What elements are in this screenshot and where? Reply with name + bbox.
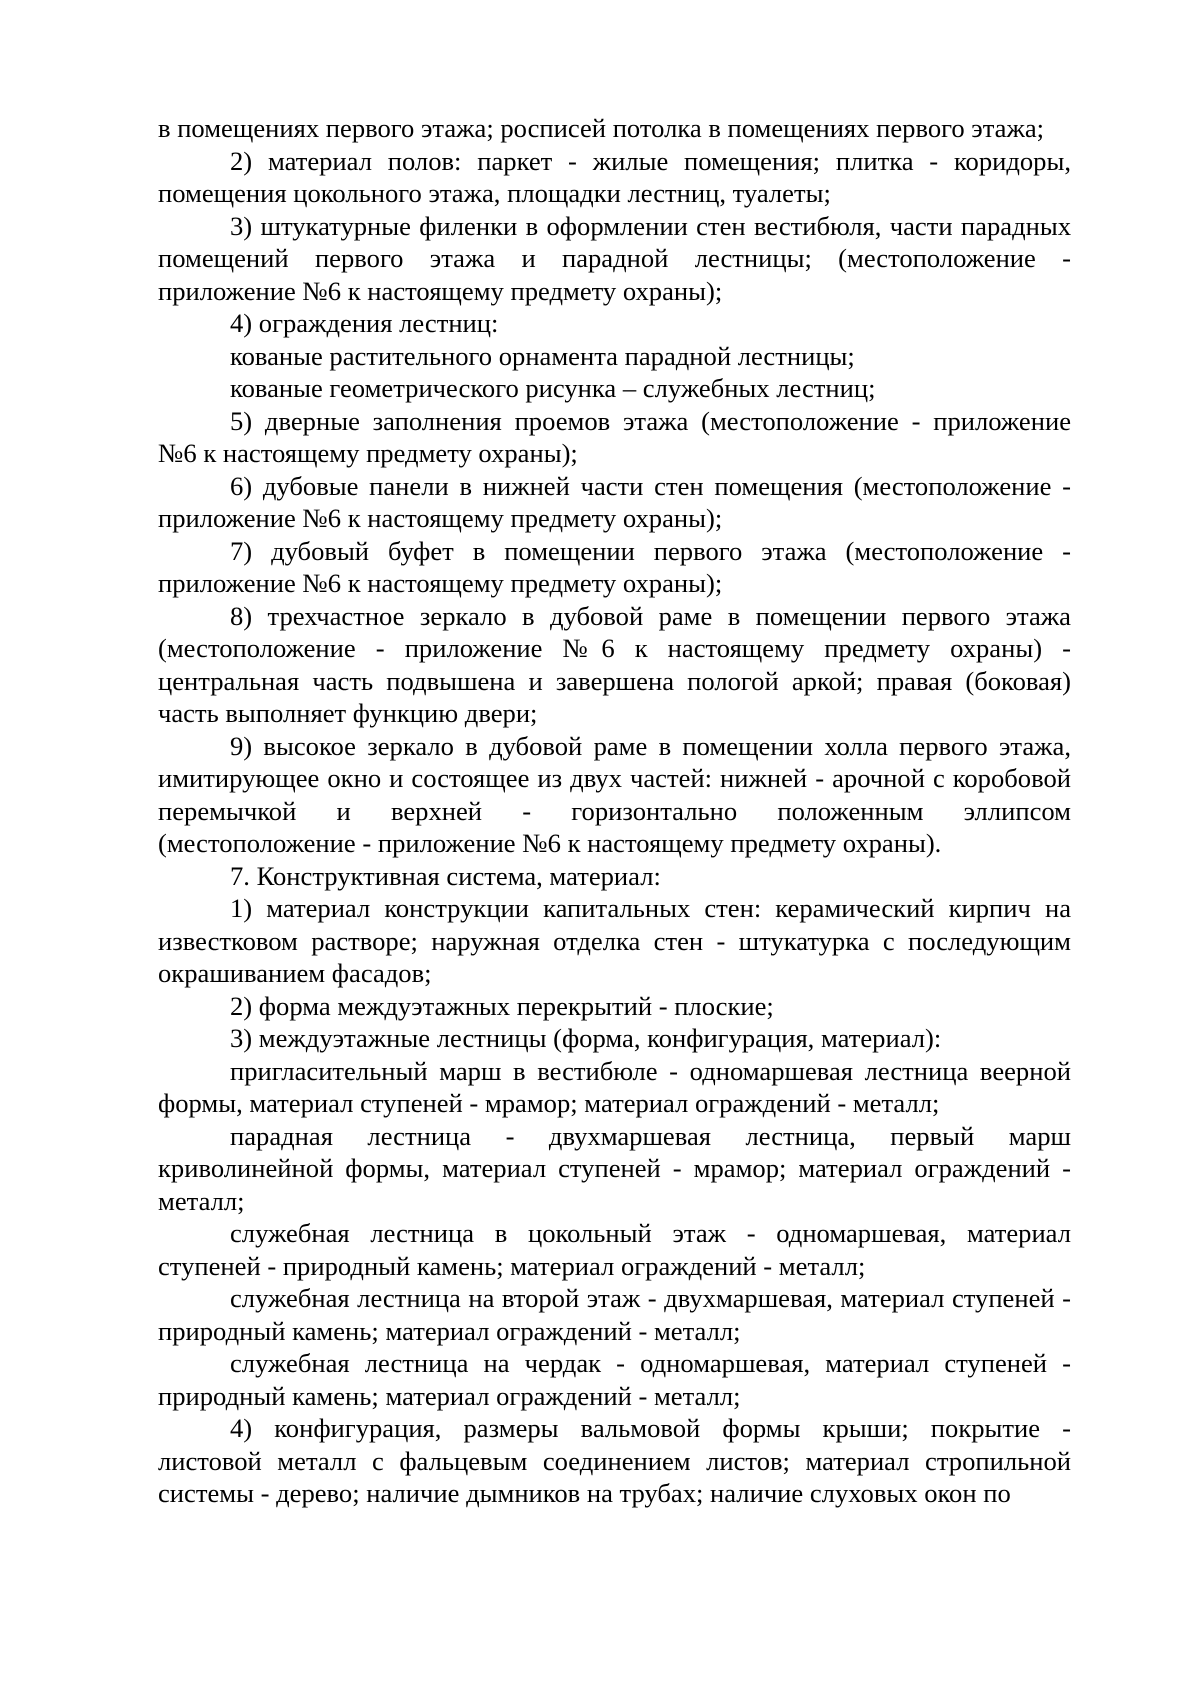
paragraph-14: 2) форма междуэтажных перекрытий - плоские;: [230, 990, 774, 1021]
paragraph-13: 1) материал конструкции капитальных стен: керамический кирпич на известковом растворе; наружная отделка стен - штукатурка с последующим окрашиванием фасадов;: [158, 893, 1071, 988]
paragraph-15: 3) междуэтажные лестницы (форма, конфигурация, материал):: [230, 1023, 942, 1053]
paragraph-9: 7) дубовый буфет в помещении первого этажа (местоположение - приложение №6 к настоящему предмету охраны);: [158, 535, 1071, 598]
document-page: [158, 112, 1071, 1510]
paragraph-2: 2) материал полов: паркет - жилые помещения; плитка - коридоры, помещения цокольного этажа, площадки лестниц, туалеты;: [158, 145, 1071, 208]
paragraph-3: 3) штукатурные филенки в оформлении стен вестибюля, части парадных помещений первого этажа и парадной лестницы; (местоположение - приложение №6 к настоящему предмету охраны);: [158, 210, 1071, 306]
paragraph-17: парадная лестница - двухмаршевая лестница, первый марш криволинейной формы, материал ступеней - мрамор; материал ограждений - металл;: [158, 1120, 1071, 1216]
paragraph-8: 6) дубовые панели в нижней части стен помещения (местоположение - приложение №6 к настоящему предмету охраны);: [158, 470, 1071, 533]
paragraph-4: 4) ограждения лестниц:: [230, 308, 499, 338]
paragraph-19: служебная лестница на второй этаж - двухмаршевая, материал ступеней - природный камень; материал ограждений - металл;: [158, 1283, 1071, 1346]
paragraph-7: 5) дверные заполнения проемов этажа (местоположение - приложение №6 к настоящему предмету охраны);: [158, 405, 1071, 468]
paragraph-5: кованые растительного орнамента парадной лестницы;: [230, 340, 855, 371]
paragraph-11: 9) высокое зеркало в дубовой раме в помещении холла первого этажа, имитирующее окно и состоящее из двух частей: нижней - арочной с коробовой перемычкой и верхней - горизонтально положенным эллипсом (местоположение - приложение №6 к настоящему предмету охраны).: [158, 730, 1071, 858]
section-heading-7: 7. Конструктивная система, материал:: [230, 860, 661, 891]
paragraph-16: пригласительный марш в вестибюле - одномаршевая лестница веерной формы, материал ступеней - мрамор; материал ограждений - металл;: [158, 1055, 1071, 1118]
paragraph-20: служебная лестница на чердак - одномаршевая, материал ступеней - природный камень; материал ограждений - металл;: [158, 1348, 1071, 1411]
paragraph-10: 8) трехчастное зеркало в дубовой раме в помещении первого этажа (местоположение - приложение №6 к настоящему предмету охраны) - центральная часть подвышена и завершена пологой аркой; правая (боковая) часть выполняет функцию двери;: [158, 600, 1071, 728]
paragraph-18: служебная лестница в цокольный этаж - одномаршевая, материал ступеней - природный камень; материал ограждений - металл;: [158, 1218, 1071, 1281]
paragraph-6: кованые геометрического рисунка – служебных лестниц;: [230, 373, 876, 403]
paragraph-1: в помещениях первого этажа; росписей потолка в помещениях первого этажа;: [158, 113, 1045, 143]
paragraph-21: 4) конфигурация, размеры вальмовой формы крыши; покрытие - листовой металл с фальцевым соединением листов; материал стропильной системы - дерево; наличие дымников на трубах; наличие слуховых окон по: [158, 1413, 1071, 1508]
